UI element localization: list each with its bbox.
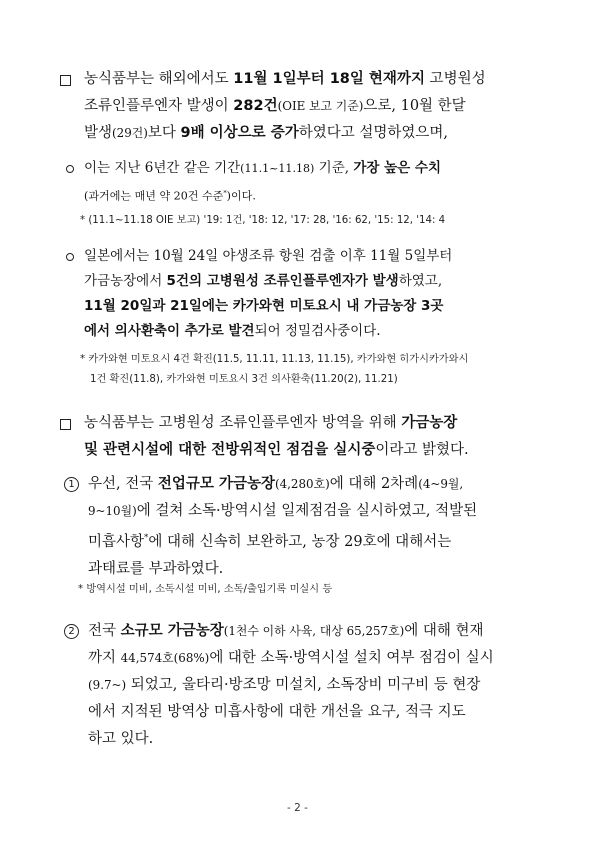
bold-text: 가장 높은 수치 — [353, 160, 441, 176]
section-1a — [66, 156, 441, 209]
n1-line-1 — [64, 471, 477, 498]
note-line: * 카가와현 미토요시 4건 확진(11.5, 11.11, 11.13, 11.15), 카가와현 히가시카가와시 — [80, 354, 469, 365]
text: 미흡사항 — [88, 533, 145, 550]
text: 농식품부는 고병원성 조류인플루엔자 방역을 위해 — [84, 415, 402, 431]
text: 고병원성 — [424, 71, 486, 87]
text: 이라고 밝혔다. — [375, 442, 469, 458]
n1-line-2 — [64, 498, 477, 525]
text: 까지 — [88, 650, 121, 666]
numbered-item-2 — [64, 618, 494, 753]
text: 농식품부는 해외에서도 — [84, 71, 234, 87]
s1b-line-4 — [66, 319, 452, 344]
s1a-line-1 — [66, 156, 441, 181]
text: 가금농장에서 — [84, 273, 167, 289]
text: 으로, 10월 한달 — [363, 98, 466, 114]
s1a-line-2 — [66, 181, 441, 209]
s1b-note — [80, 350, 468, 390]
note-line: 1건 확진(11.8), 카가와현 미토요시 3건 의사환축(11.20(2), 11.21) — [90, 374, 398, 385]
n2-line-5: 하고 있다. — [88, 731, 154, 747]
circled-number-1-icon: 1 — [64, 477, 79, 492]
text: 기준, — [314, 160, 354, 176]
text: 하였고, — [398, 273, 443, 289]
small-text: (4,280호) — [274, 477, 330, 491]
small-text: 44,574호(68%) — [120, 651, 210, 665]
bold-text: 에서 의사환축이 추가로 발견 — [84, 323, 255, 339]
bold-text: 9배 이상으로 증가 — [180, 125, 299, 141]
text: 에 걸쳐 소독·방역시설 일제점검을 실시하였고, 적발된 — [136, 503, 478, 519]
small-text: (1천수 이하 사육, 대상 65,257호) — [223, 624, 405, 638]
bold-text: 가금농장 — [401, 415, 458, 431]
text: 이는 지난 6년간 같은 기간 — [84, 160, 241, 176]
text: 하였다고 설명하였으며, — [298, 125, 449, 141]
section-1b — [66, 244, 452, 344]
text: 보다 — [147, 125, 181, 141]
bold-text: 및 관련시설에 대한 전방위적인 점검을 실시중 — [84, 442, 376, 458]
bold-text: 소규모 가금농장 — [120, 623, 224, 639]
text: 에 대해 현재 — [404, 623, 484, 639]
bold-text: 11월 1일부터 18일 현재까지 — [233, 71, 425, 87]
n1-line-3 — [64, 525, 477, 556]
s2-line-1 — [60, 410, 469, 437]
section-2 — [60, 410, 469, 464]
text: 되었고, 울타리·방조망 미설치, 소독장비 미구비 등 현장 — [126, 677, 481, 693]
s1b-line-2 — [66, 269, 452, 294]
n2-line-3 — [64, 672, 494, 699]
n2-line-4: 에서 지적된 방역상 미흡사항에 대한 개선을 요구, 적극 지도 — [88, 704, 466, 720]
bold-text: 전업규모 가금농장 — [157, 476, 275, 492]
s1-line-2 — [60, 93, 486, 120]
small-text: (OIE 보고 기준) — [277, 99, 364, 113]
n2-line-1 — [64, 618, 494, 645]
s1b-line-3 — [66, 294, 452, 319]
s2-line-2 — [60, 437, 469, 464]
text: 전국 — [88, 623, 121, 639]
bold-text: 282건 — [233, 98, 278, 114]
text: 우선, 전국 — [88, 476, 158, 492]
footnote-mark: * — [144, 533, 149, 543]
square-bullet-icon — [60, 419, 71, 430]
text: 에 대해 신속히 보완하고, 농장 29호에 대해서는 — [148, 533, 452, 550]
circled-number-2-icon: 2 — [64, 624, 79, 639]
s1b-line-1: 일본에서는 10월 24일 야생조류 항원 검출 이후 11월 5일부터 — [84, 248, 453, 264]
text: 발생 — [84, 125, 113, 141]
square-bullet-icon — [60, 75, 71, 86]
small-text: 9~10월) — [88, 504, 137, 518]
n1-line-4: 과태료를 부과하였다. — [88, 560, 224, 577]
text: 조류인플루엔자 발생이 — [84, 98, 234, 114]
bold-text: 5건의 고병원성 조류인플루엔자가 발생 — [166, 273, 399, 289]
text: )이다. — [226, 189, 256, 203]
small-text: (4~9월, — [418, 477, 464, 491]
small-text: (11.1~11.18) — [240, 162, 315, 175]
footnote-mark: * — [223, 189, 227, 197]
circle-bullet-icon — [66, 165, 74, 173]
n1-note: * 방역시설 미비, 소독시설 미비, 소독/출입기록 미실시 등 — [78, 584, 333, 595]
numbered-item-1 — [64, 471, 477, 583]
text: 되어 정밀검사중이다. — [254, 323, 381, 339]
s1-line-3 — [60, 120, 486, 147]
page-number: - 2 - — [287, 802, 308, 814]
s1-line-1 — [60, 66, 486, 93]
section-1 — [60, 66, 486, 147]
text: 에 대해 2차례 — [329, 476, 419, 492]
small-text: (29건) — [112, 126, 148, 140]
s1a-note: * (11.1~11.18 OIE 보고) '19: 1건, '18: 12, '17: 28, '16: 62, '15: 12, '14: 4 — [80, 215, 446, 226]
text: 에 대한 소독·방역시설 설치 여부 점검이 실시 — [209, 650, 494, 666]
small-text: (9.7~) — [88, 678, 127, 692]
bold-text: 11월 20일과 21일에는 카가와현 미토요시 내 가금농장 3곳 — [84, 298, 444, 314]
text: (과거에는 매년 약 20건 수준 — [84, 189, 224, 203]
circle-bullet-icon — [66, 253, 74, 261]
n2-line-2 — [64, 645, 494, 672]
